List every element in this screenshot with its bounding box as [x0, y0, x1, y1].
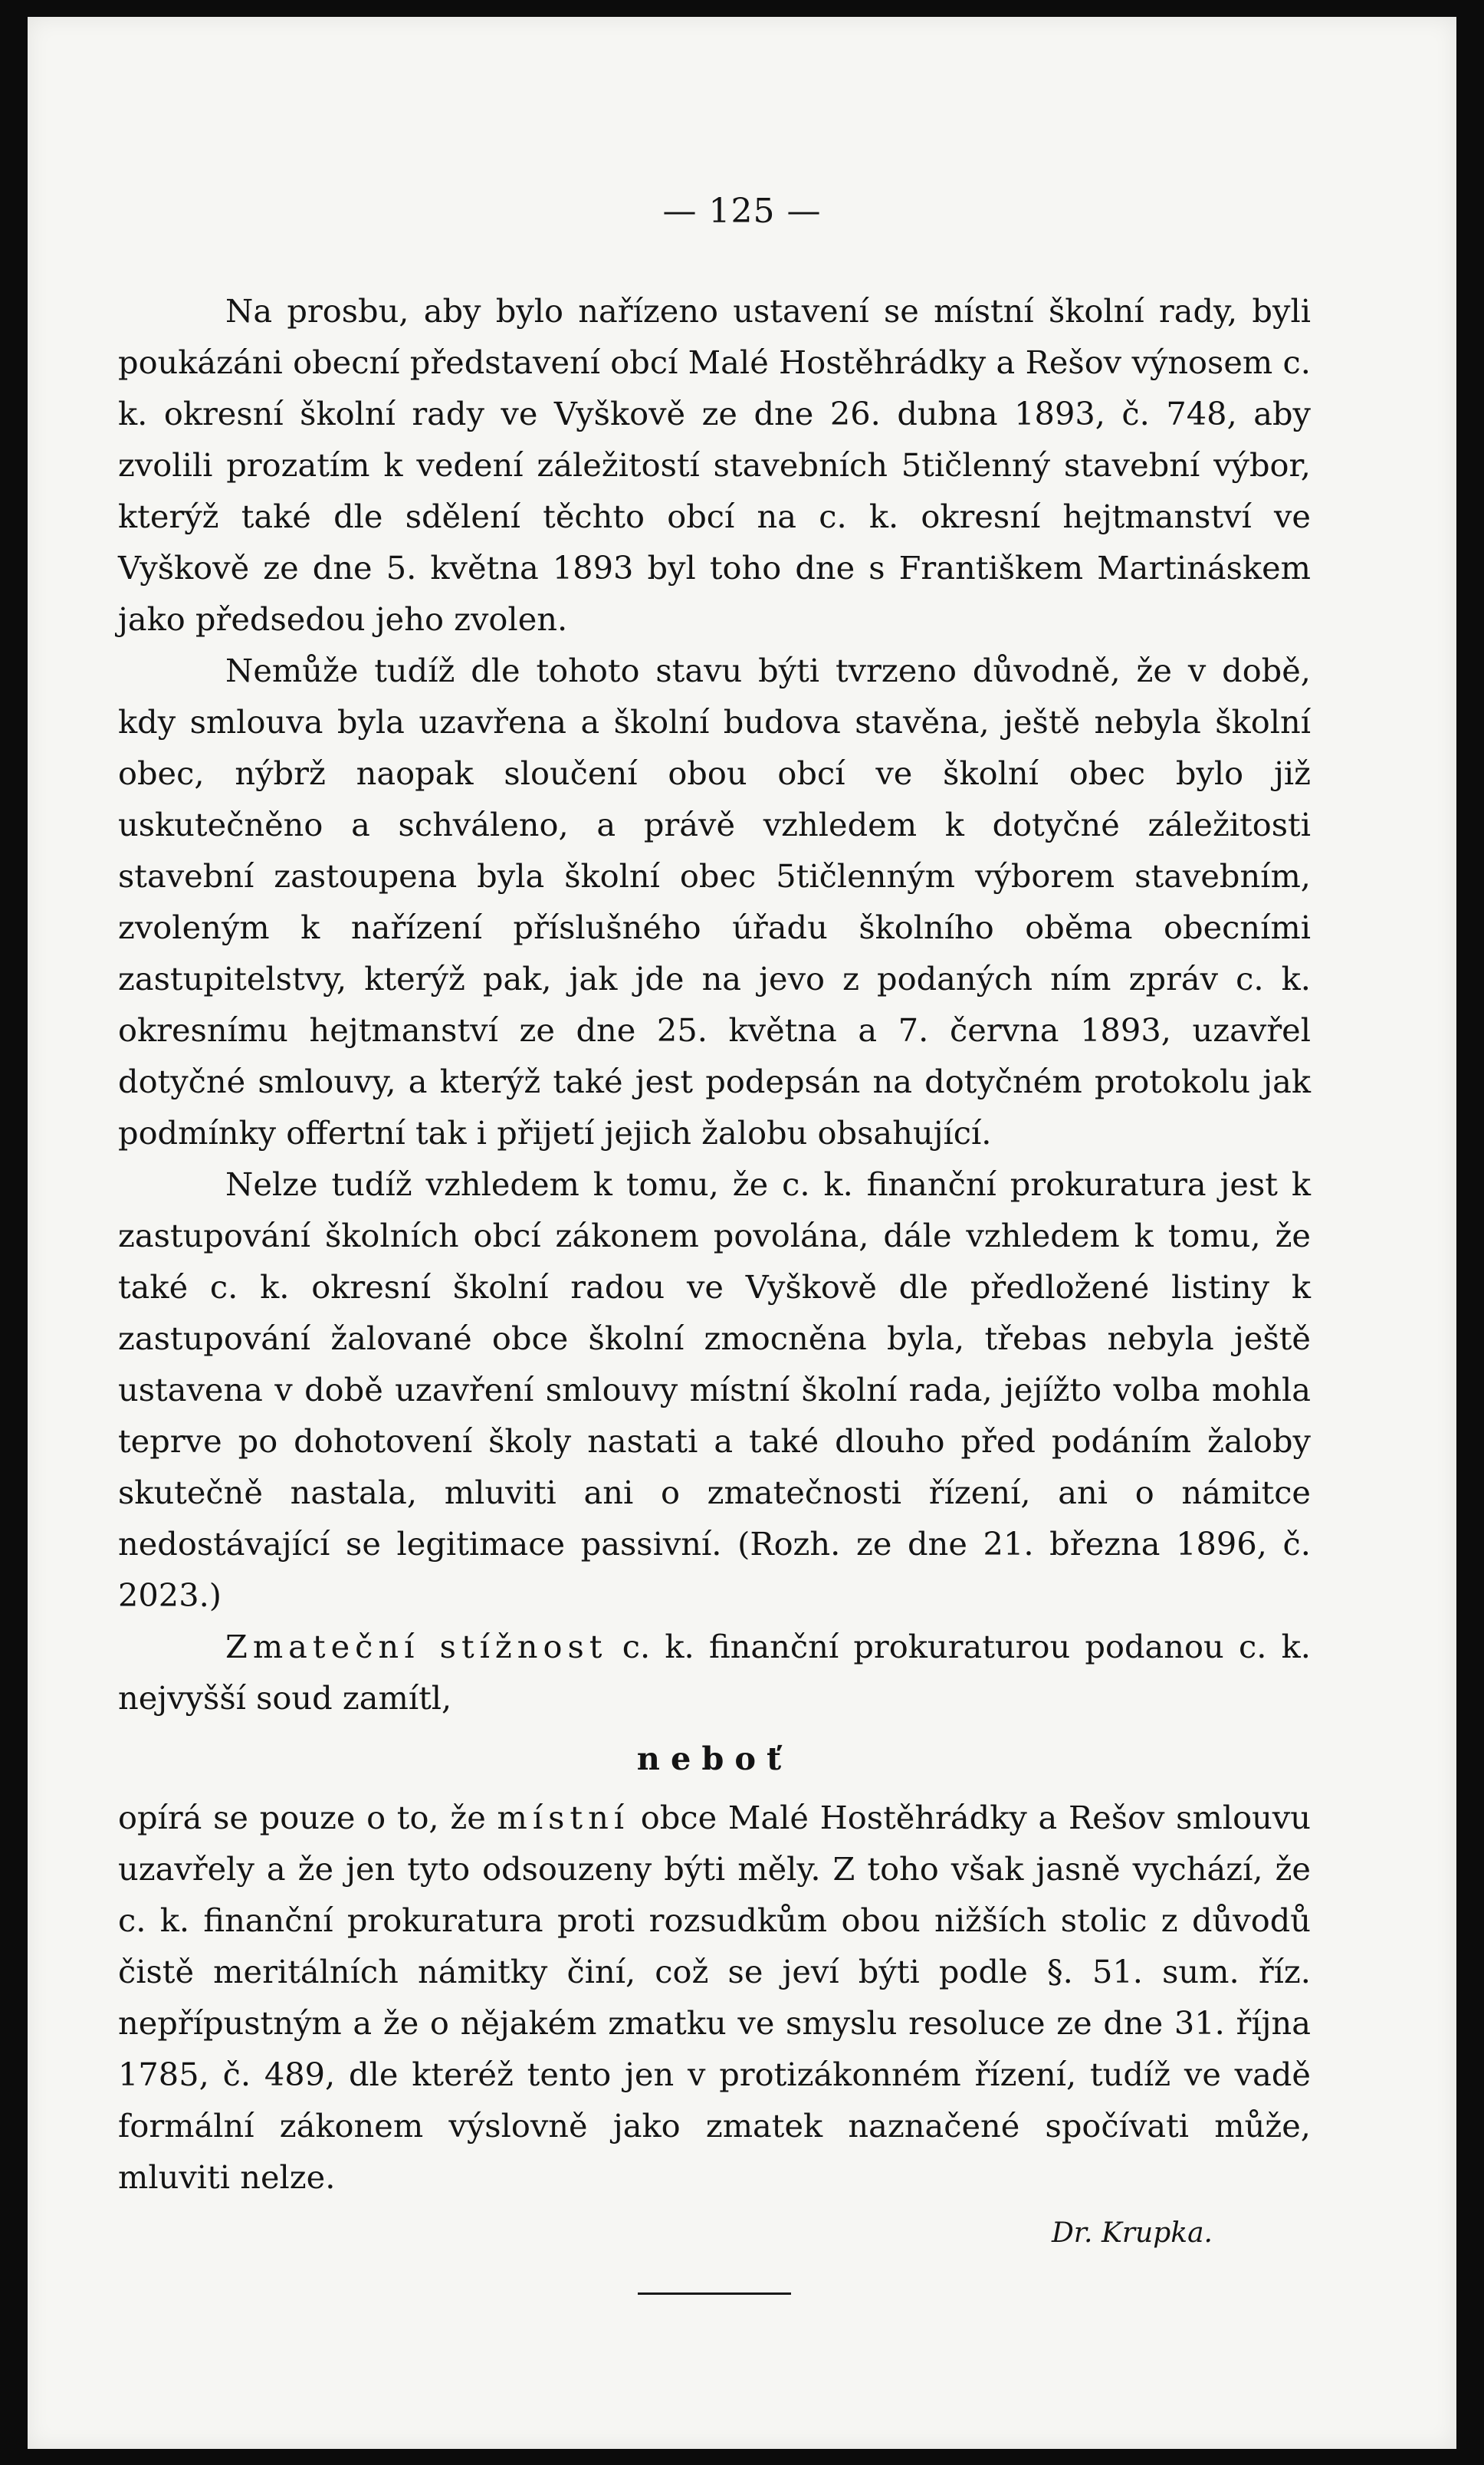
paragraph-1: Na prosbu, aby bylo nařízeno ustavení se místní školní rady, byli poukázáni obecní představení obcí Malé Hostěhrádky a Rešov výnosem c. k. okresní školní rady ve Vyškově ze dne 26. dubna 1893, č. 748, aby zvolili prozatím k vedení záležitostí stavebních 5tičlenný stavební výbor, kterýž také dle sdělení těchto obcí na c. k. okresní hejtmanství ve Vyškově ze dne 5. května 1893 byl toho dne s Františkem Martináskem jako předsedou jeho zvolen. [118, 292, 1311, 638]
divider-rule [638, 2292, 791, 2295]
paragraph-4-rest: c. k. finanční prokuraturou podanou c. k. nejvyšší soud zamítl, [118, 1628, 1311, 1717]
signature: Dr. Krupka. [1051, 2217, 1213, 2249]
spaced-emphasis: místní [497, 1799, 630, 1836]
paragraph-3: Nelze tudíž vzhledem k tomu, že c. k. finanční prokuratura jest k zastupování školních obcí zákonem povolána, dále vzhledem k tomu, že také c. k. okresní školní radou ve Vyškově dle předložené listiny k zastupování žalované obce školní zmocněna byla, třebas nebyla ještě ustavena v době uzavření smlouvy místní školní rada, jejížto volba mohla teprve po dohotovení školy nastati a také dlouho před podáním žaloby skutečně nastala, mluviti ani o zmatečnosti řízení, ani o námitce nedostávající se legitimace passivní. (Rozh. ze dne 21. března 1896, č. 2023.) [118, 1165, 1311, 1614]
section-heading: neboť [636, 1740, 793, 1777]
paragraph-5 [118, 1792, 1311, 2203]
paragraph-2: Nemůže tudíž dle tohoto stavu býti tvrzeno důvodně, že v době, kdy smlouva byla uzavřena a školní budova stavěna, ještě nebyla školní obec, nýbrž naopak sloučení obou obcí ve školní obec bylo již uskutečněno a schváleno, a právě vzhledem k dotyčné záležitosti stavební zastoupena byla školní obec 5tičlenným výborem stavebním, zvoleným k nařízení příslušného úřadu školního oběma obecními zastupitelstvy, kterýž pak, jak jde na jevo z podaných ním zpráv c. k. okresnímu hejtmanství ze dne 25. května a 7. června 1893, uzavřel dotyčné smlouvy, a kterýž také jest podepsán na dotyčném protokolu jak podmínky offertní tak i přijetí jejich žalobu obsahující. [118, 652, 1311, 1152]
paragraph-5-part-b: obce Malé Hostěhrádky a Rešov smlouvu uzavřely a že jen tyto odsouzeny býti měly. Z toho však jasně vychází, že c. k. finanční prokuratura proti rozsudkům obou nižších stolic z důvodů čistě meritálních námitky činí, což se jeví býti podle §. 51. sum. říz. nepřípustným a že o nějakém zmatku ve smyslu resoluce ze dne 31. října 1785, č. 489, dle kteréž tento jen v protizákonném řízení, tudíž ve vadě formální zákonem výslovně jako zmatek naznačené spočívati může, mluviti nelze. [118, 1799, 1311, 2196]
spaced-lead: Zmateční stížnost [225, 1628, 608, 1665]
body-text [118, 285, 1311, 2295]
page-number: — 125 — [662, 192, 822, 231]
paragraph-4 [118, 1621, 1311, 1724]
paragraph-5-part-a: opírá se pouze o to, že [118, 1799, 497, 1836]
document-page [28, 17, 1456, 2449]
